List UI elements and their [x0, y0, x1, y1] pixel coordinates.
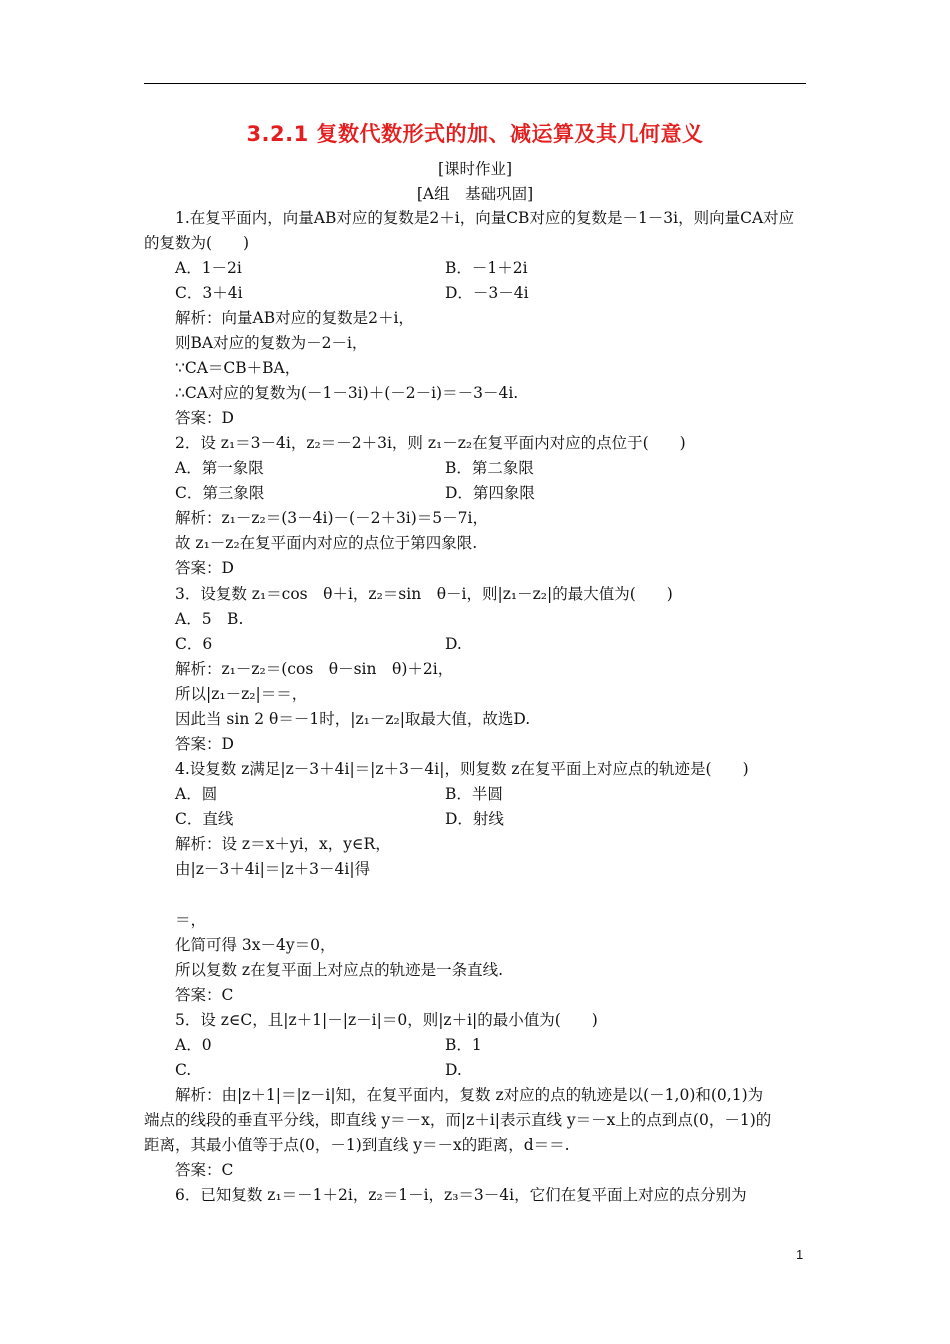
q1-option-d: D．－3－4i: [445, 284, 529, 302]
q1-stem: 1.在复平面内，向量AB对应的复数是2＋i，向量CB对应的复数是－1－3i，则向量CA对应: [175, 209, 795, 227]
q1-option-b: B．－1＋2i: [445, 259, 528, 277]
q3-solution-1: 解析：z₁－z₂＝(cos θ－sin θ)＋2i，: [175, 660, 454, 678]
q2-stem: 2．设 z₁＝3－4i，z₂＝－2＋3i，则 z₁－z₂在复平面内对应的点位于( ): [175, 434, 686, 452]
q1-option-c: C．3＋4i: [175, 284, 243, 302]
q3-option-c: C．6: [175, 635, 213, 653]
q5-solution-3: 距离，其最小值等于点(0，－1)到直线 y＝－x的距离，d＝＝.: [144, 1136, 570, 1154]
page-title: 3.2.1 复数代数形式的加、减运算及其几何意义: [246, 122, 704, 146]
page-number: 1: [796, 1247, 804, 1262]
q4-solution-3: ＝，: [175, 911, 207, 929]
q1-solution-1: 解析：向量AB对应的复数是2＋i，: [175, 309, 414, 327]
q4-option-d: D．射线: [445, 810, 504, 828]
q3-option-ab: A．5 B.: [175, 610, 244, 628]
q1-solution-2: 则BA对应的复数为－2－i，: [175, 334, 368, 352]
q3-answer: 答案：D: [175, 735, 234, 753]
q1-solution-3: ∵CA＝CB＋BA，: [175, 359, 301, 377]
q4-solution-1: 解析：设 z＝x＋yi，x，y∈R，: [175, 835, 391, 853]
q1-option-a: A．1－2i: [175, 259, 242, 277]
q5-option-c: C.: [175, 1061, 192, 1079]
header-rule: [144, 83, 806, 84]
q2-option-a: A．第一象限: [175, 459, 264, 477]
q4-option-b: B．半圆: [445, 785, 503, 803]
q1-stem-cont: 的复数为( ): [144, 234, 250, 252]
q2-option-b: B．第二象限: [445, 459, 534, 477]
q2-solution-1: 解析：z₁－z₂＝(3－4i)－(－2＋3i)＝5－7i，: [175, 509, 488, 527]
q5-solution-1: 解析：由|z＋1|＝|z－i|知，在复平面内，复数 z对应的点的轨迹是以(－1,0)和(0,1)为: [175, 1086, 764, 1104]
q6-stem: 6．已知复数 z₁＝－1＋2i，z₂＝1－i，z₃＝3－4i，它们在复平面上对应的点分别为: [175, 1186, 747, 1204]
q5-answer: 答案：C: [175, 1161, 234, 1179]
q4-solution-4: 化简可得 3x－4y＝0，: [175, 936, 336, 954]
q2-option-d: D．第四象限: [445, 484, 535, 502]
q4-option-a: A．圆: [175, 785, 218, 803]
q2-option-c: C．第三象限: [175, 484, 265, 502]
section-heading: [A组 基础巩固]: [416, 185, 534, 203]
q3-stem: 3．设复数 z₁＝cos θ＋i，z₂＝sin θ－i，则|z₁－z₂|的最大值为( ): [175, 585, 673, 603]
q3-solution-2: 所以|z₁－z₂|＝＝，: [175, 685, 308, 703]
q5-solution-2: 端点的线段的垂直平分线，即直线 y＝－x，而|z＋i|表示直线 y＝－x上的点到点(0，－1)的: [144, 1111, 772, 1129]
q3-solution-3: 因此当 sin 2 θ＝－1时，|z₁－z₂|取最大值，故选D.: [175, 710, 531, 728]
q4-solution-2: 由|z－3＋4i|＝|z＋3－4i|得: [175, 860, 371, 878]
q1-answer: 答案：D: [175, 409, 234, 427]
q5-stem: 5．设 z∈C，且|z＋1|－|z－i|＝0，则|z＋i|的最小值为( ): [175, 1011, 598, 1029]
q4-answer: 答案：C: [175, 986, 234, 1004]
subtitle: [课时作业]: [437, 160, 513, 178]
q5-option-a: A．0: [175, 1036, 212, 1054]
q5-option-d: D.: [445, 1061, 462, 1079]
q4-stem: 4.设复数 z满足|z－3＋4i|＝|z＋3－4i|，则复数 z在复平面上对应点的轨迹是( ): [175, 760, 749, 778]
q2-solution-2: 故 z₁－z₂在复平面内对应的点位于第四象限.: [175, 534, 478, 552]
q3-option-d: D.: [445, 635, 462, 653]
q4-solution-5: 所以复数 z在复平面上对应点的轨迹是一条直线.: [175, 961, 504, 979]
q5-option-b: B．1: [445, 1036, 482, 1054]
q2-answer: 答案：D: [175, 559, 234, 577]
q4-option-c: C．直线: [175, 810, 234, 828]
q1-solution-4: ∴CA对应的复数为(－1－3i)＋(－2－i)＝－3－4i.: [175, 384, 519, 402]
